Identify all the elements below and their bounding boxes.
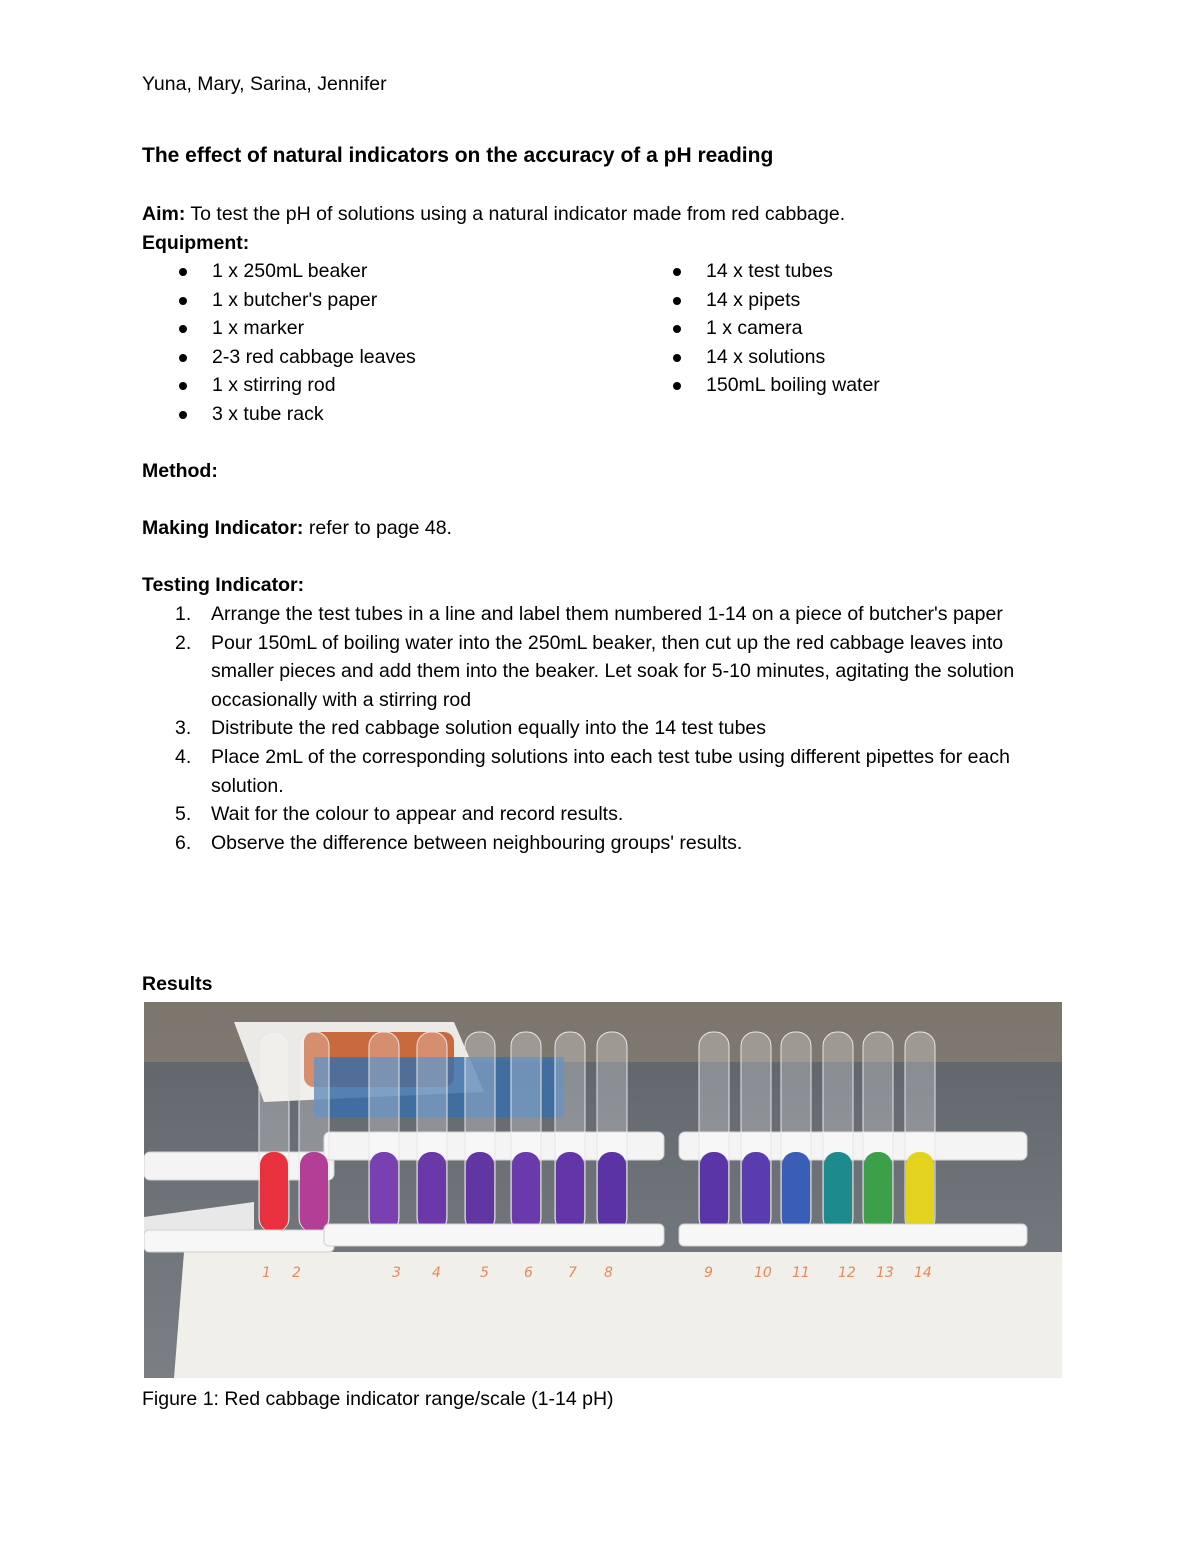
tube-number-label: 9: [704, 1265, 713, 1281]
tube-solution: [742, 1152, 770, 1232]
tube-number-label: 3: [392, 1265, 401, 1281]
step-text: Arrange the test tubes in a line and label them numbered 1-14 on a piece of butcher's paper: [211, 603, 1003, 625]
equipment-item-text: 1 x 250mL beaker: [212, 260, 368, 282]
equipment-item-text: 14 x pipets: [706, 288, 801, 311]
tube-number-label: 5: [480, 1265, 489, 1281]
equipment-item: [636, 257, 880, 286]
equipment-item-text: 150mL boiling water: [706, 374, 880, 397]
equipment-item-text: 1 x marker: [212, 317, 305, 340]
method-steps: [142, 600, 1062, 857]
equipment-item: [636, 343, 880, 372]
equipment-item: [142, 343, 416, 372]
tube-solution: [556, 1152, 584, 1232]
step-text: Observe the difference between neighbouring groups' results.: [211, 831, 743, 854]
step-number: 5.: [175, 803, 192, 826]
equipment-item-text: 1 x stirring rod: [212, 374, 336, 397]
method-step: [142, 743, 1062, 800]
equipment-item: [142, 257, 416, 286]
tube-number-label: 7: [568, 1265, 577, 1281]
tube-number-label: 8: [604, 1265, 613, 1281]
tube-solution: [300, 1152, 328, 1232]
equipment-item: [636, 371, 880, 400]
equipment-list-left: [142, 257, 416, 429]
aim-text: To test the pH of solutions using a natural indicator made from red cabbage.: [185, 203, 846, 225]
equipment-item: [142, 400, 416, 429]
equipment-item: [142, 314, 416, 343]
tube-number-label: 11: [792, 1265, 810, 1281]
making-indicator-label: Making Indicator:: [142, 517, 304, 539]
tube-solution: [864, 1152, 892, 1232]
equipment-item: [142, 286, 416, 315]
equipment-item-text: 14 x solutions: [706, 345, 826, 368]
equipment-item: [636, 286, 880, 315]
test-tubes-photo: [144, 1002, 1062, 1378]
tube-number-label: 6: [524, 1265, 533, 1281]
tube-number-label: 10: [754, 1265, 772, 1281]
equipment-list-right: [636, 257, 880, 400]
equipment-item: [142, 371, 416, 400]
method-step: [142, 829, 1062, 858]
page-title: The effect of natural indicators on the accuracy of a pH reading: [142, 144, 774, 167]
step-text: Pour 150mL of boiling water into the 250mL beaker, then cut up the red cabbage leaves into smaller pieces and add them into the beaker. Let soak for 5-10 minutes, agitating the solution occasionally with a stirring rod: [211, 631, 1015, 711]
results-heading: Results: [142, 973, 213, 995]
tube-number-label: 2: [292, 1265, 301, 1281]
tube-solution: [260, 1152, 288, 1232]
tube-number-label: 12: [838, 1265, 856, 1281]
step-number: 3.: [175, 717, 192, 740]
equipment-item: [636, 314, 880, 343]
method-heading: Method:: [142, 460, 218, 482]
step-number: 6.: [175, 831, 192, 854]
tube-solution: [782, 1152, 810, 1232]
tube-solution: [466, 1152, 494, 1232]
tube-number-label: 4: [432, 1265, 441, 1281]
step-number: 4.: [175, 745, 192, 768]
tube-solution: [700, 1152, 728, 1232]
tube-solution: [418, 1152, 446, 1232]
step-text: Wait for the colour to appear and record results.: [211, 803, 624, 826]
aim-label: Aim:: [142, 203, 186, 225]
step-text: Distribute the red cabbage solution equally into the 14 test tubes: [211, 717, 767, 740]
making-indicator-line: [142, 514, 452, 543]
tube-solution: [598, 1152, 626, 1232]
figure-caption: Figure 1: Red cabbage indicator range/scale (1-14 pH): [142, 1388, 614, 1410]
tube-number-label: 14: [914, 1265, 932, 1281]
method-step: [142, 714, 1062, 743]
step-text: Place 2mL of the corresponding solutions into each test tube using different pipettes for each solution.: [211, 745, 1010, 797]
testing-indicator-heading: Testing Indicator:: [142, 574, 305, 596]
tube-rack-base: [324, 1224, 664, 1246]
step-number: 2.: [175, 631, 192, 654]
equipment-item-text: 2-3 red cabbage leaves: [212, 345, 416, 368]
authors: Yuna, Mary, Sarina, Jennifer: [142, 73, 387, 95]
method-step: [142, 629, 1062, 715]
method-step: [142, 600, 1062, 629]
equipment-heading: Equipment:: [142, 232, 250, 254]
tube-number-label: 1: [262, 1265, 271, 1281]
making-indicator-text: refer to page 48.: [303, 517, 452, 539]
step-number: 1.: [175, 603, 192, 625]
tube-number-label: 13: [876, 1265, 894, 1281]
method-step: [142, 800, 1062, 829]
tube-solution: [512, 1152, 540, 1232]
tube-rack-base: [679, 1224, 1027, 1246]
equipment-item-text: 14 x test tubes: [706, 260, 833, 282]
equipment-item-text: 1 x butcher's paper: [212, 288, 378, 311]
aim-line: [142, 200, 845, 229]
equipment-item-text: 1 x camera: [706, 317, 803, 340]
tube-solution: [370, 1152, 398, 1232]
tube-rack-base: [144, 1230, 334, 1252]
tube-solution: [906, 1152, 934, 1232]
tube-solution: [824, 1152, 852, 1232]
equipment-item-text: 3 x tube rack: [212, 402, 324, 425]
